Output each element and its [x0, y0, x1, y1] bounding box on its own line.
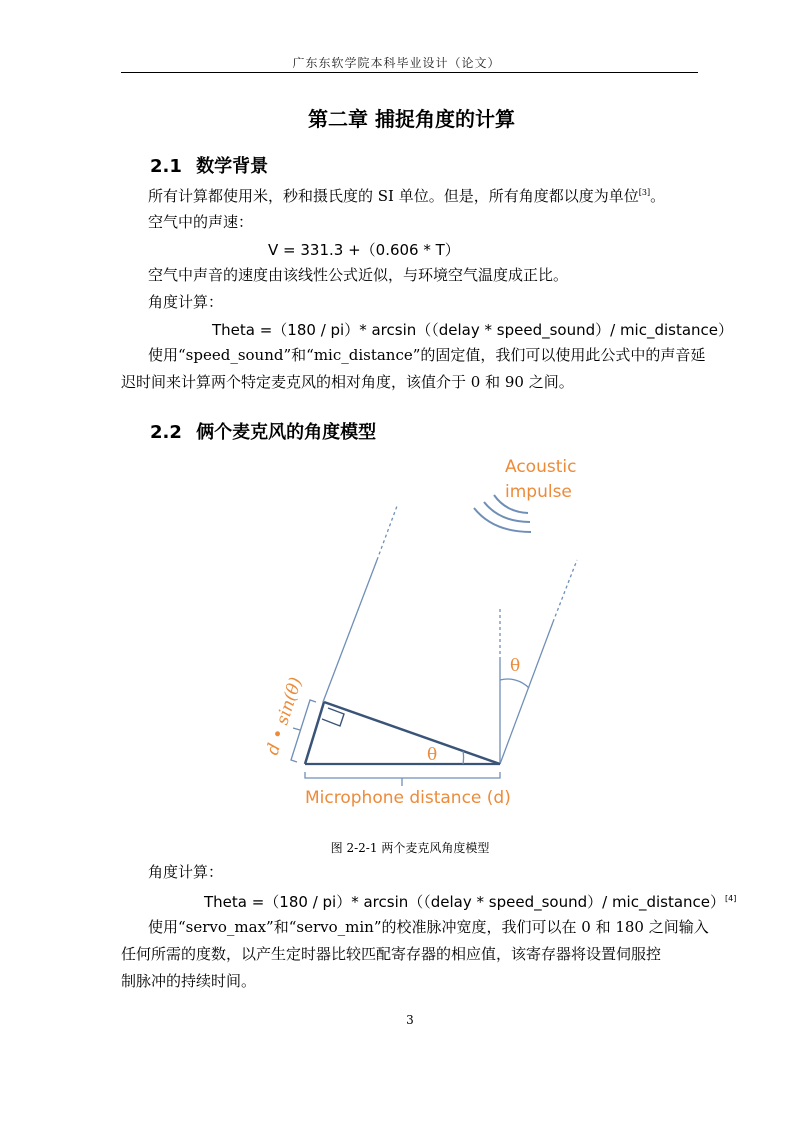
theta-arc-top — [500, 679, 529, 688]
impulse-label-line2: impulse — [505, 482, 572, 502]
page-number: 3 — [406, 1013, 414, 1027]
paragraph-fixed-values-line2: 迟时间来计算两个特定麦克风的相对角度，该值介于 0 和 90 之间。 — [121, 373, 574, 391]
angle-calc-label-2: 角度计算： — [148, 863, 224, 881]
incoming-ray-right — [500, 622, 553, 764]
paragraph-end: 。 — [650, 187, 666, 205]
right-angle-marker — [322, 708, 344, 726]
section-title: 数学背景 — [196, 156, 269, 177]
theta-arc-bottom — [463, 751, 464, 764]
sound-speed-label: 空气中的声速： — [148, 213, 254, 231]
paragraph-servo-line2: 任何所需的度数，以产生定时器比较匹配寄存器的相应值，该寄存器将设置伺服控 — [121, 945, 662, 963]
microphone-distance-label: Microphone distance (d) — [305, 788, 511, 808]
incoming-ray-right-dashed — [553, 560, 577, 622]
formula-text: Theta =（180 / pi）* arcsin（（delay * speed_sound）/ mic_distance） — [204, 893, 726, 911]
paragraph-fixed-values-line1: 使用“speed_sound”和“mic_distance”的固定值，我们可以使用此公式中的声音延 — [148, 346, 706, 364]
theta-label-bottom: θ — [427, 745, 438, 765]
triangle-short-side — [305, 702, 324, 764]
paragraph-servo-line1: 使用“servo_max”和“servo_min”的校准脉冲宽度，我们可以在 0 和 180 之间输入 — [148, 918, 709, 936]
paragraph-text: 所有计算都使用米，秒和摄氏度的 SI 单位。但是，所有角度都以度为单位 — [148, 187, 639, 205]
impulse-label-line1: Acoustic — [505, 457, 577, 477]
section-number: 2.2 — [150, 422, 182, 443]
citation-ref: [3] — [638, 188, 651, 197]
running-header: 广东东软学院本科毕业设计（论文） — [292, 56, 501, 70]
side-length-label: d • sin(θ) — [262, 674, 307, 758]
figure-caption: 图 2-2-1 两个麦克风角度模型 — [330, 841, 490, 855]
paragraph-servo-line3: 制脉冲的持续时间。 — [121, 972, 257, 990]
incoming-ray-left-dashed — [377, 506, 397, 560]
section-number: 2.1 — [150, 156, 182, 177]
formula-theta: Theta =（180 / pi）* arcsin（（delay * speed_sound）/ mic_distance） — [212, 321, 734, 339]
section-title: 俩个麦克风的角度模型 — [196, 422, 377, 443]
citation-ref: [4] — [725, 894, 737, 903]
baseline-bracket — [305, 772, 500, 786]
angle-calc-label: 角度计算： — [148, 293, 224, 311]
paragraph-linear-approx: 空气中声音的速度由该线性公式近似，与环境空气温度成正比。 — [148, 266, 569, 284]
triangle-hypotenuse — [324, 702, 500, 764]
theta-label-top: θ — [510, 656, 521, 676]
chapter-title: 第二章 捕捉角度的计算 — [308, 107, 515, 131]
incoming-ray-left — [323, 560, 377, 702]
formula-sound-speed: V = 331.3 +（0.606 * T） — [268, 241, 460, 259]
formula-theta-2 — [204, 891, 736, 912]
